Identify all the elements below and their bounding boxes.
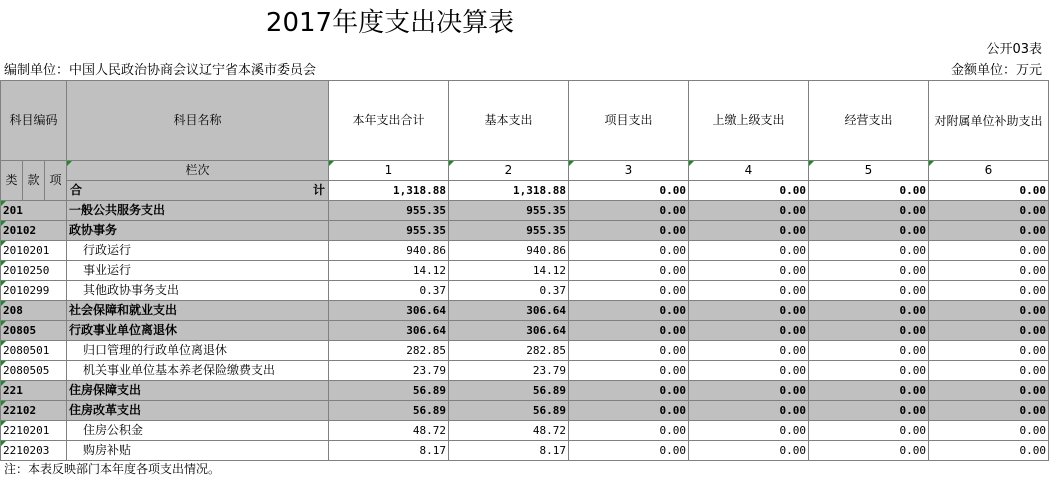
row-code: 2010250 [1,261,67,281]
row-name: 政协事务 [67,221,329,241]
table-row [1,241,1049,261]
column-number-1: 1 [329,161,449,181]
subheader-lanci: 栏次 [67,161,329,181]
row-value-5: 0.00 [809,281,929,301]
row-code: 2080501 [1,341,67,361]
row-name: 住房保障支出 [67,381,329,401]
currency-unit-label: 金额单位：万元 [950,63,1042,78]
row-value-4: 0.00 [689,221,809,241]
row-value-4: 0.00 [689,241,809,261]
row-code: 2210201 [1,421,67,441]
column-number-2: 2 [449,161,569,181]
table-row [1,361,1049,381]
row-code: 201 [1,201,67,221]
report-title: 2017年度支出决算表 [265,8,515,38]
form-number: 公开03表 [986,42,1042,57]
row-code: 2210203 [1,441,67,461]
row-name: 事业运行 [67,261,329,281]
row-value-4: 0.00 [689,341,809,361]
row-code: 22102 [1,401,67,421]
row-value-6: 0.00 [929,361,1049,381]
total-label-cell [67,181,329,201]
row-value-5: 0.00 [809,321,929,341]
row-name: 住房公积金 [67,421,329,441]
table-row [1,381,1049,401]
subheader-lei: 类 [1,161,23,201]
header-basic: 基本支出 [449,81,569,161]
row-value-2: 306.64 [449,301,569,321]
table-row [1,201,1049,221]
row-value-2: 23.79 [449,361,569,381]
row-value-3: 0.00 [569,201,689,221]
row-value-5: 0.00 [809,421,929,441]
row-value-6: 0.00 [929,201,1049,221]
row-value-1: 940.86 [329,241,449,261]
row-value-6: 0.00 [929,221,1049,241]
row-value-3: 0.00 [569,441,689,461]
total-value-4: 0.00 [689,181,809,201]
row-value-2: 56.89 [449,401,569,421]
row-value-4: 0.00 [689,301,809,321]
row-value-1: 306.64 [329,301,449,321]
table-body [1,201,1049,461]
row-value-6: 0.00 [929,281,1049,301]
row-value-2: 56.89 [449,381,569,401]
row-value-6: 0.00 [929,341,1049,361]
row-value-6: 0.00 [929,261,1049,281]
row-value-4: 0.00 [689,381,809,401]
row-value-1: 48.72 [329,421,449,441]
row-value-4: 0.00 [689,321,809,341]
row-value-3: 0.00 [569,221,689,241]
row-value-1: 0.37 [329,281,449,301]
row-value-1: 23.79 [329,361,449,381]
row-value-3: 0.00 [569,301,689,321]
header-project: 项目支出 [569,81,689,161]
total-row [1,181,1049,201]
table-row [1,221,1049,241]
total-label-ji: 计 [312,183,325,197]
row-code: 2080505 [1,361,67,381]
table-row [1,301,1049,321]
row-value-3: 0.00 [569,381,689,401]
row-value-2: 48.72 [449,421,569,441]
row-value-6: 0.00 [929,441,1049,461]
row-code: 20805 [1,321,67,341]
column-number-3: 3 [569,161,689,181]
row-value-1: 306.64 [329,321,449,341]
row-value-3: 0.00 [569,321,689,341]
row-value-5: 0.00 [809,441,929,461]
row-value-5: 0.00 [809,381,929,401]
total-value-6: 0.00 [929,181,1049,201]
row-code: 221 [1,381,67,401]
row-name: 社会保障和就业支出 [67,301,329,321]
row-value-6: 0.00 [929,321,1049,341]
total-value-2: 1,318.88 [449,181,569,201]
row-value-4: 0.00 [689,401,809,421]
row-name: 购房补贴 [67,441,329,461]
row-value-1: 282.85 [329,341,449,361]
subheader-xiang: 项 [45,161,67,201]
row-name: 其他政协事务支出 [67,281,329,301]
row-value-5: 0.00 [809,341,929,361]
row-name: 行政运行 [67,241,329,261]
row-value-3: 0.00 [569,361,689,381]
expenditure-table [0,80,1049,461]
table-row [1,321,1049,341]
row-value-4: 0.00 [689,281,809,301]
organization-label: 编制单位：中国人民政治协商会议辽宁省本溪市委员会 [4,63,317,78]
table-row [1,341,1049,361]
row-name: 机关事业单位基本养老保险缴费支出 [67,361,329,381]
row-value-2: 306.64 [449,321,569,341]
row-value-6: 0.00 [929,241,1049,261]
table-row [1,441,1049,461]
row-value-3: 0.00 [569,281,689,301]
row-value-4: 0.00 [689,261,809,281]
header-total: 本年支出合计 [329,81,449,161]
row-value-4: 0.00 [689,361,809,381]
row-value-1: 14.12 [329,261,449,281]
header-code: 科目编码 [1,81,67,161]
row-value-2: 940.86 [449,241,569,261]
row-name: 住房改革支出 [67,401,329,421]
footnote: 注：本表反映部门本年度各项支出情况。 [4,462,221,476]
row-code: 2010299 [1,281,67,301]
header-subsidy: 对附属单位补助支出 [929,81,1049,161]
row-value-4: 0.00 [689,201,809,221]
row-value-2: 955.35 [449,201,569,221]
row-value-5: 0.00 [809,261,929,281]
row-value-2: 955.35 [449,221,569,241]
row-value-2: 0.37 [449,281,569,301]
row-value-3: 0.00 [569,241,689,261]
row-value-1: 8.17 [329,441,449,461]
row-value-1: 955.35 [329,221,449,241]
subheader-row [1,161,1049,181]
header-upper: 上缴上级支出 [689,81,809,161]
header-business: 经营支出 [809,81,929,161]
row-value-5: 0.00 [809,201,929,221]
row-value-3: 0.00 [569,261,689,281]
row-value-2: 282.85 [449,341,569,361]
total-value-3: 0.00 [569,181,689,201]
row-code: 20102 [1,221,67,241]
row-value-4: 0.00 [689,421,809,441]
subheader-kuan: 款 [23,161,45,201]
header-name: 科目名称 [67,81,329,161]
row-value-3: 0.00 [569,341,689,361]
row-name: 行政事业单位离退休 [67,321,329,341]
column-number-6: 6 [929,161,1049,181]
table-row [1,421,1049,441]
row-value-4: 0.00 [689,441,809,461]
row-value-3: 0.00 [569,421,689,441]
row-value-1: 56.89 [329,401,449,421]
total-value-5: 0.00 [809,181,929,201]
table-row [1,281,1049,301]
row-value-2: 8.17 [449,441,569,461]
row-value-5: 0.00 [809,301,929,321]
row-value-5: 0.00 [809,361,929,381]
row-code: 208 [1,301,67,321]
row-value-2: 14.12 [449,261,569,281]
total-label-he: 合 [70,183,83,197]
row-value-1: 56.89 [329,381,449,401]
total-value-1: 1,318.88 [329,181,449,201]
row-value-3: 0.00 [569,401,689,421]
row-value-1: 955.35 [329,201,449,221]
row-value-6: 0.00 [929,421,1049,441]
row-code: 2010201 [1,241,67,261]
header-row [1,81,1049,161]
row-value-6: 0.00 [929,401,1049,421]
row-value-5: 0.00 [809,241,929,261]
row-name: 归口管理的行政单位离退休 [67,341,329,361]
column-number-5: 5 [809,161,929,181]
row-name: 一般公共服务支出 [67,201,329,221]
table-row [1,401,1049,421]
row-value-5: 0.00 [809,401,929,421]
column-number-4: 4 [689,161,809,181]
row-value-6: 0.00 [929,381,1049,401]
row-value-6: 0.00 [929,301,1049,321]
table-row [1,261,1049,281]
row-value-5: 0.00 [809,221,929,241]
